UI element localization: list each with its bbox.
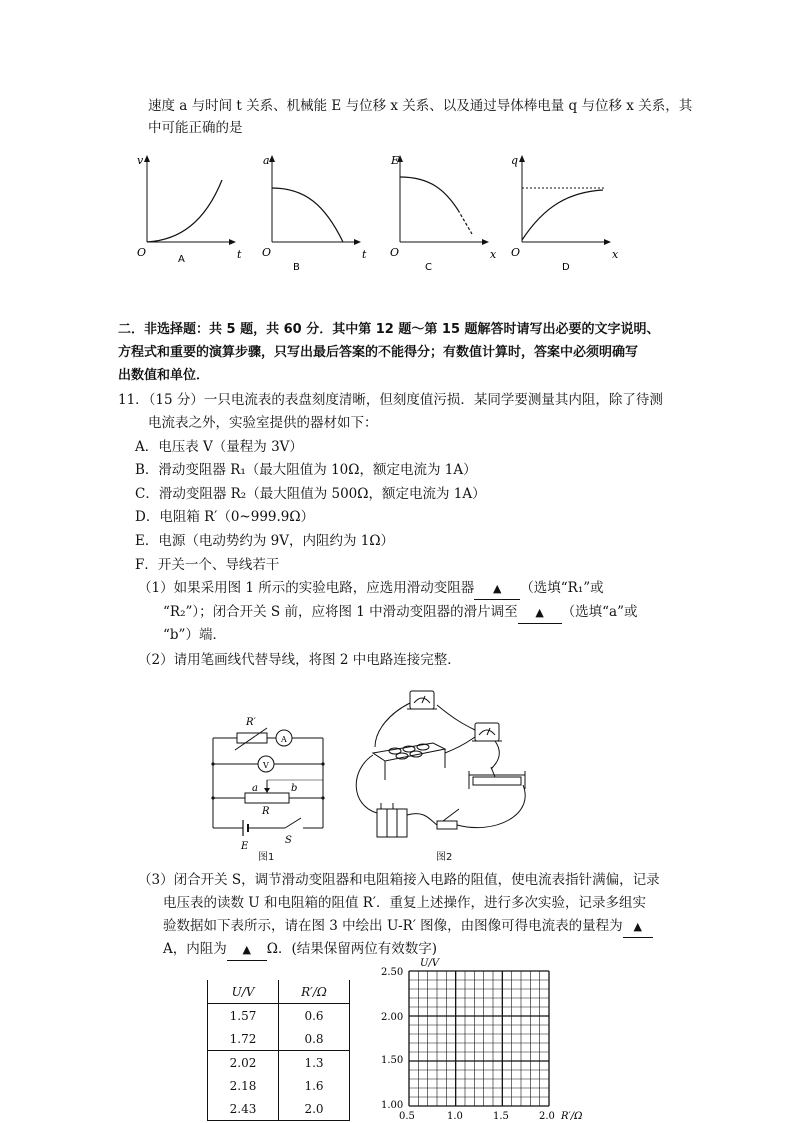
table-row: 2.18 1.6: [208, 1074, 350, 1097]
q11-option-a: A．电压表 V（量程为 3V）: [135, 439, 303, 455]
figure-1-caption: 图1: [258, 852, 275, 863]
graph-d-origin: O: [511, 246, 521, 259]
graph-c-label: C: [425, 262, 432, 273]
graph-b-origin: O: [262, 246, 272, 259]
intro-line-1: 速度 a 与时间 t 关系、机械能 E 与位移 x 关系、以及通过导体棒电量 q 与位移 x 关系，其: [148, 98, 693, 114]
graph-d-xlabel: x: [612, 248, 619, 261]
table-header-u: U/V: [208, 980, 279, 1004]
graph-a-xlabel: t: [237, 248, 242, 261]
q11-part3-line-3: [163, 916, 653, 938]
q11-part1-line-2: [163, 602, 638, 624]
section2-line-2: 方程式和重要的演算步骤，只写出最后答案的不能得分；有数值计算时，答案中必须明确写: [118, 345, 639, 360]
grid-xlabel: R′/Ω: [561, 1111, 583, 1122]
fig2-switch: [437, 809, 459, 829]
figure-1-circuit: [205, 708, 335, 858]
grid-ytick-200: 2.00: [381, 1012, 404, 1023]
q11-option-b: B．滑动变阻器 R₁（最大阻值为 10Ω，额定电流为 1A）: [135, 462, 477, 478]
section2-line-3: 出数值和单位．: [118, 368, 210, 383]
fig2-resistance-box: [373, 743, 445, 780]
fig1-label-s: S: [285, 835, 292, 846]
q11-part2: （2）请用笔画线代替导线，将图 2 中电路连接完整．: [138, 652, 461, 668]
fig1-label-ammeter: A: [281, 735, 287, 744]
q11-part1-line-1: [138, 578, 604, 600]
section2-line-1: 二．非选择题：共 5 题，共 60 分．其中第 12 题～第 15 题解答时请写出必要的文字说明、: [118, 322, 660, 337]
fig2-rheostat: [469, 767, 525, 789]
q11-part3-text-d: A，内阻为: [163, 941, 227, 957]
q11-part3-text-c: 验数据如下表所示，请在图 3 中绘出 U-R′ 图像，由图像可得电流表的量程为: [163, 918, 623, 934]
graph-b-label: B: [293, 262, 300, 273]
graph-a-ylabel: v: [137, 154, 144, 167]
intro-line-2: 中可能正确的是: [148, 120, 243, 136]
table-row: 1.57 0.6: [208, 1004, 350, 1028]
graph-d-label: D: [562, 262, 570, 273]
table-row: 2.43 2.0: [208, 1097, 350, 1121]
q11-part3-line-1: （3）闭合开关 S，调节滑动变阻器和电阻箱接入电路的阻值，使电流表指针满偏，记录: [138, 872, 660, 888]
figure-2-apparatus: [345, 685, 545, 845]
q11-part3-blank-1[interactable]: ▲: [623, 916, 653, 938]
graph-d-ylabel: q: [511, 154, 519, 167]
table-row: 1.72 0.8: [208, 1027, 350, 1051]
grid-ylabel: U/V: [420, 958, 440, 969]
figure-3-grid: [375, 955, 605, 1123]
q11-part1-text-d: （选填“a”或: [561, 604, 638, 620]
grid-xtick-20: 2.0: [539, 1111, 555, 1122]
graph-a: [137, 154, 242, 265]
graph-d: [511, 154, 619, 273]
fig2-meter-top: [407, 691, 437, 709]
grid-xtick-15: 1.5: [493, 1111, 509, 1122]
q11-part3-line-2: 电压表的读数 U 和电阻箱的阻值 R′．重复上述操作，进行多次实验，记录多组实: [163, 895, 646, 911]
q11-option-d: D．电阻箱 R′（0~999.9Ω）: [135, 509, 315, 525]
grid-ytick-100: 1.00: [381, 1100, 404, 1111]
grid-lines: [409, 971, 549, 1106]
fig1-label-rprime: R′: [246, 717, 256, 728]
fig1-label-a: a: [252, 783, 258, 794]
q11-part1-text-a: （1）如果采用图 1 所示的实验电路，应选用滑动变阻器: [138, 580, 475, 596]
q11-part3-text-e: Ω．(结果保留两位有效数字): [266, 941, 437, 957]
graph-c-xlabel: x: [490, 248, 497, 261]
graph-b-xlabel: t: [362, 248, 367, 261]
data-table: [207, 980, 350, 1121]
q11-part1-blank-2[interactable]: ▲: [518, 602, 562, 624]
q11-line-2: 电流表之外，实验室提供的器材如下：: [148, 415, 378, 431]
grid-ytick-250: 2.50: [381, 967, 404, 978]
grid-xtick-10: 1.0: [447, 1111, 463, 1122]
graph-b-ylabel: a: [263, 154, 270, 167]
q11-part1-blank-1[interactable]: ▲: [474, 578, 520, 600]
fig1-label-b: b: [291, 783, 298, 794]
option-graphs: [125, 150, 645, 275]
q11-option-c: C．滑动变阻器 R₂（最大阻值为 500Ω，额定电流为 1A）: [135, 486, 486, 502]
figure-2-caption: 图2: [436, 852, 453, 863]
graph-c-ylabel: E: [391, 154, 400, 167]
fig1-label-r: R: [262, 806, 270, 817]
fig1-label-voltmeter: V: [263, 761, 269, 770]
graph-c: [390, 154, 497, 273]
graph-a-label: A: [178, 254, 185, 265]
grid-xtick-05: 0.5: [399, 1111, 415, 1122]
q11-part1-text-b: （选填“R₁”或: [520, 580, 604, 596]
grid-ytick-150: 1.50: [381, 1055, 404, 1066]
q11-option-f: F．开关一个、导线若干: [135, 557, 280, 573]
graph-a-origin: O: [137, 246, 147, 259]
table-row: 2.02 1.3: [208, 1051, 350, 1075]
q11-part1-text-c: “R₂”）；闭合开关 S 前，应将图 1 中滑动变阻器的滑片调至: [163, 604, 518, 620]
q11-part3-blank-2[interactable]: ▲: [227, 939, 267, 961]
graph-c-origin: O: [390, 246, 400, 259]
q11-part1-line-3: “b”）端．: [163, 627, 226, 643]
table-header-r: R′/Ω: [279, 980, 350, 1004]
q11-option-e: E．电源（电动势约为 9V，内阻约为 1Ω）: [135, 533, 395, 549]
fig1-label-e: E: [241, 841, 249, 852]
fig2-meter-right: [472, 723, 502, 741]
fig2-battery: [377, 803, 407, 837]
graph-b: [262, 154, 367, 273]
q11-line-1: 11．（15 分）一只电流表的表盘刻度清晰，但刻度值污损．某同学要测量其内阻，除了待测: [118, 392, 663, 408]
